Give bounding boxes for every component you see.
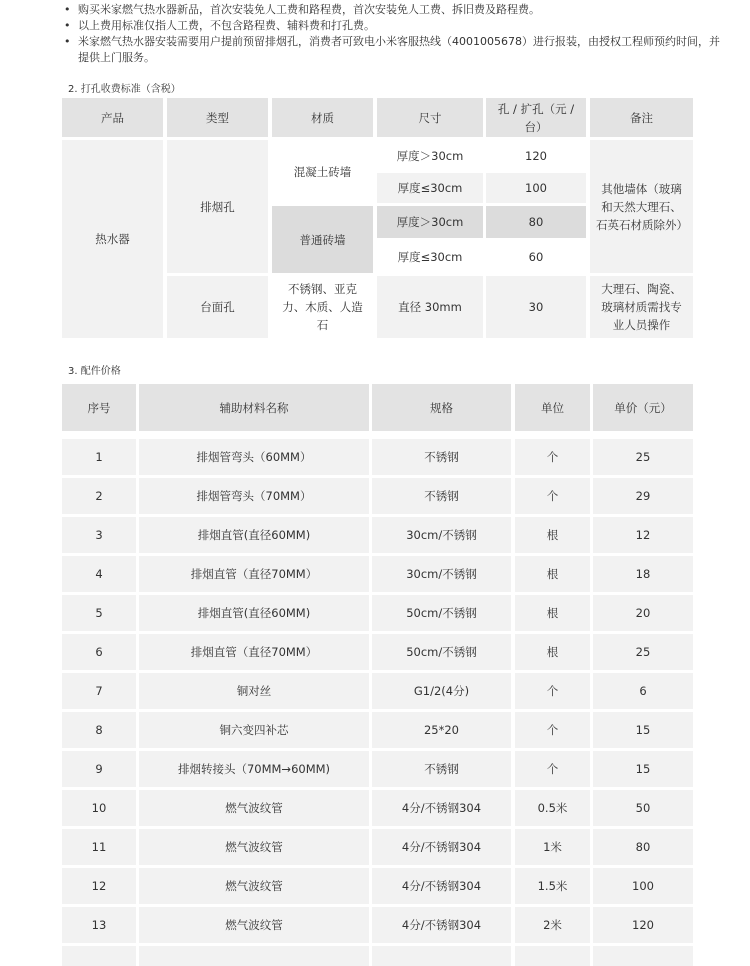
cell-unit: 2米 xyxy=(515,907,590,943)
cell-index: 13 xyxy=(62,907,136,943)
cell-spec: 4分/不锈钢304 xyxy=(372,907,511,943)
cell-spec: 不锈钢 xyxy=(372,751,511,787)
cell-material-name: 铜六变四补芯 xyxy=(139,712,369,748)
note-item: • 米家燃气热水器安装需要用户提前预留排烟孔，消费者可致电小米客服热线（4001005678）进行报装，由授权工程师预约时间，并提供上门服务。 xyxy=(62,34,722,66)
header-note: 备注 xyxy=(590,98,693,137)
material-brick: 普通砖墙 xyxy=(272,206,373,273)
size-cell: 厚度≤30cm xyxy=(377,173,483,203)
cell-unit: 0.5米 xyxy=(515,790,590,826)
cell-spec: 4分/不锈钢304 xyxy=(372,790,511,826)
cell-unit-price: 12 xyxy=(593,517,693,553)
cell-spec: G1/2(4分) xyxy=(372,673,511,709)
cell-spec: 不锈钢 xyxy=(372,439,511,475)
cell-unit-price: 15 xyxy=(593,751,693,787)
price-cell: 30 xyxy=(486,276,586,338)
material-counter: 不锈钢、亚克力、木质、人造石 xyxy=(272,276,373,338)
cell-material-name: 排烟直管（直径70MM） xyxy=(139,556,369,592)
material-concrete: 混凝土砖墙 xyxy=(272,140,373,203)
cell-unit: 个 xyxy=(515,751,590,787)
price-cell: 120 xyxy=(486,140,586,171)
cell-material-name: 燃气波纹管 xyxy=(139,790,369,826)
table-row-partial xyxy=(62,946,136,966)
cell-index: 10 xyxy=(62,790,136,826)
header-unit-price: 单价（元） xyxy=(593,384,693,431)
header-index: 序号 xyxy=(62,384,136,431)
cell-unit: 根 xyxy=(515,556,590,592)
cell-material-name: 排烟转接头（70MM→60MM) xyxy=(139,751,369,787)
header-product: 产品 xyxy=(62,98,163,137)
note-counter: 大理石、陶瓷、玻璃材质需找专业人员操作 xyxy=(590,276,693,338)
cell-spec: 30cm/不锈钢 xyxy=(372,556,511,592)
cell-material-name: 排烟管弯头（60MM） xyxy=(139,439,369,475)
cell-unit-price: 50 xyxy=(593,790,693,826)
cell-unit-price: 20 xyxy=(593,595,693,631)
cell-unit-price: 25 xyxy=(593,634,693,670)
type-smoke-hole: 排烟孔 xyxy=(167,140,268,273)
cell-spec: 4分/不锈钢304 xyxy=(372,829,511,865)
cell-spec: 25*20 xyxy=(372,712,511,748)
cell-material-name: 排烟直管（直径70MM） xyxy=(139,634,369,670)
type-counter-hole: 台面孔 xyxy=(167,276,268,338)
cell-unit: 根 xyxy=(515,634,590,670)
cell-unit-price: 25 xyxy=(593,439,693,475)
size-cell: 厚度≤30cm xyxy=(377,241,483,273)
size-cell: 厚度＞30cm xyxy=(377,140,483,171)
cell-unit: 个 xyxy=(515,673,590,709)
cell-spec: 4分/不锈钢304 xyxy=(372,868,511,904)
cell-unit-price: 18 xyxy=(593,556,693,592)
notes-list xyxy=(62,2,722,66)
price-cell: 100 xyxy=(486,173,586,203)
cell-index: 7 xyxy=(62,673,136,709)
price-cell: 60 xyxy=(486,241,586,273)
table-row-partial xyxy=(139,946,369,966)
cell-unit-price: 80 xyxy=(593,829,693,865)
cell-unit-price: 120 xyxy=(593,907,693,943)
note-item: • 以上费用标准仅指人工费，不包含路程费、辅料费和打孔费。 xyxy=(62,18,722,34)
section-title-drilling: 2. 打孔收费标准（含税） xyxy=(68,84,181,95)
cell-unit-price: 6 xyxy=(593,673,693,709)
cell-index: 9 xyxy=(62,751,136,787)
cell-index: 4 xyxy=(62,556,136,592)
cell-index: 8 xyxy=(62,712,136,748)
cell-material-name: 排烟管弯头（70MM） xyxy=(139,478,369,514)
note-wall: 其他墙体（玻璃和天然大理石、石英石材质除外） xyxy=(590,140,693,273)
cell-unit-price: 29 xyxy=(593,478,693,514)
cell-index: 1 xyxy=(62,439,136,475)
cell-spec: 50cm/不锈钢 xyxy=(372,634,511,670)
cell-unit: 个 xyxy=(515,712,590,748)
cell-unit-price: 100 xyxy=(593,868,693,904)
cell-index: 6 xyxy=(62,634,136,670)
cell-material-name: 燃气波纹管 xyxy=(139,868,369,904)
header-unit: 单位 xyxy=(515,384,590,431)
table-row-partial xyxy=(593,946,693,966)
header-material: 材质 xyxy=(272,98,373,137)
cell-material-name: 铜对丝 xyxy=(139,673,369,709)
cell-unit-price: 15 xyxy=(593,712,693,748)
price-cell: 80 xyxy=(486,206,586,238)
cell-index: 5 xyxy=(62,595,136,631)
cell-material-name: 燃气波纹管 xyxy=(139,829,369,865)
header-price: 孔 / 扩孔（元 / 台） xyxy=(486,98,586,137)
note-item: • 购买米家燃气热水器新品，首次安装免人工费和路程费，首次安装免人工费、拆旧费及路程费。 xyxy=(62,2,722,18)
cell-unit: 个 xyxy=(515,439,590,475)
cell-index: 2 xyxy=(62,478,136,514)
header-type: 类型 xyxy=(167,98,268,137)
cell-index: 3 xyxy=(62,517,136,553)
cell-material-name: 排烟直管(直径60MM) xyxy=(139,517,369,553)
size-cell: 厚度＞30cm xyxy=(377,206,483,238)
cell-unit: 根 xyxy=(515,517,590,553)
product-cell: 热水器 xyxy=(62,140,163,338)
table-row-partial xyxy=(515,946,590,966)
cell-spec: 不锈钢 xyxy=(372,478,511,514)
table-row-partial xyxy=(372,946,511,966)
header-spec: 规格 xyxy=(372,384,511,431)
header-size: 尺寸 xyxy=(377,98,483,137)
cell-unit: 根 xyxy=(515,595,590,631)
cell-unit: 1.5米 xyxy=(515,868,590,904)
cell-spec: 50cm/不锈钢 xyxy=(372,595,511,631)
cell-unit: 个 xyxy=(515,478,590,514)
cell-unit: 1米 xyxy=(515,829,590,865)
cell-index: 11 xyxy=(62,829,136,865)
cell-spec: 30cm/不锈钢 xyxy=(372,517,511,553)
size-cell: 直径 30mm xyxy=(377,276,483,338)
cell-material-name: 燃气波纹管 xyxy=(139,907,369,943)
cell-material-name: 排烟直管(直径60MM) xyxy=(139,595,369,631)
section-title-accessories: 3. 配件价格 xyxy=(68,366,121,377)
cell-index: 12 xyxy=(62,868,136,904)
header-material-name: 辅助材料名称 xyxy=(139,384,369,431)
